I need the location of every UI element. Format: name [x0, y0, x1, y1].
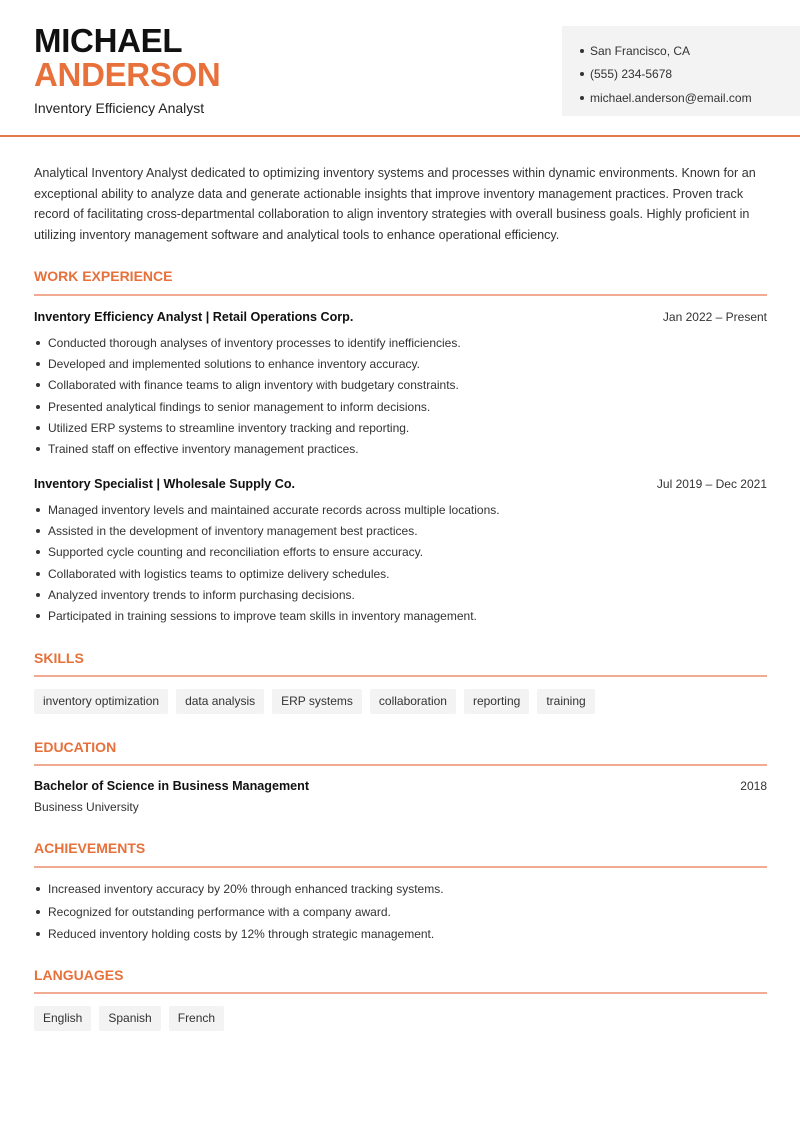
achievements-list [34, 878, 767, 946]
bullet-icon [36, 341, 40, 345]
section-title-achievements: ACHIEVEMENTS [34, 840, 146, 856]
list-item: Assisted in the development of inventory management best practices. [34, 520, 767, 541]
education-year: 2018 [740, 779, 767, 793]
contact-phone: (555) 234-5678 [580, 63, 800, 87]
bullet-icon [580, 49, 584, 53]
section-divider [34, 764, 767, 766]
list-item: Recognized for outstanding performance with a company award. [34, 901, 767, 924]
list-item: Conducted thorough analyses of inventory processes to identify inefficiencies. [34, 332, 767, 353]
section-title-languages: LANGUAGES [34, 967, 124, 983]
job-title: Inventory Efficiency Analyst [34, 100, 205, 116]
resume-header [0, 0, 800, 137]
job-heading [34, 477, 767, 491]
language-chip: English [34, 1006, 91, 1031]
first-name: MICHAEL [34, 22, 183, 59]
bullet-icon [36, 405, 40, 409]
job-date: Jan 2022 – Present [662, 310, 767, 324]
bullet-icon [36, 383, 40, 387]
education-degree: Bachelor of Science in Business Management [34, 779, 310, 793]
job-role-company: Inventory Efficiency Analyst | Retail Operations Corp. [34, 310, 354, 324]
bullet-icon [36, 932, 40, 936]
skill-chip: reporting [464, 689, 529, 714]
bullet-icon [36, 426, 40, 430]
list-item: Supported cycle counting and reconciliation efforts to ensure accuracy. [34, 542, 767, 563]
skill-chip: inventory optimization [34, 689, 168, 714]
contact-email: michael.anderson@email.com [580, 86, 800, 110]
bullet-icon [580, 96, 584, 100]
languages-list [34, 1006, 224, 1031]
bullet-icon [36, 508, 40, 512]
job-bullets [34, 499, 767, 627]
bullet-icon [36, 593, 40, 597]
bullet-icon [36, 529, 40, 533]
language-chip: French [169, 1006, 224, 1031]
list-item: Collaborated with finance teams to align inventory with budgetary constraints. [34, 375, 767, 396]
bullet-icon [36, 550, 40, 554]
contact-box [562, 26, 800, 116]
list-item: Utilized ERP systems to streamline inventory tracking and reporting. [34, 417, 767, 438]
job-date: Jul 2019 – Dec 2021 [656, 477, 767, 491]
list-item: Reduced inventory holding costs by 12% through strategic management. [34, 923, 767, 946]
education-school: Business University [34, 800, 139, 814]
section-title-education: EDUCATION [34, 739, 117, 755]
bullet-icon [36, 887, 40, 891]
skills-list [34, 689, 595, 714]
skill-chip: collaboration [370, 689, 456, 714]
language-chip: Spanish [99, 1006, 160, 1031]
bullet-icon [36, 447, 40, 451]
bullet-icon [580, 72, 584, 76]
section-title-work: WORK EXPERIENCE [34, 268, 173, 284]
bullet-icon [36, 910, 40, 914]
list-item: Analyzed inventory trends to inform purchasing decisions. [34, 584, 767, 605]
list-item: Managed inventory levels and maintained accurate records across multiple locations. [34, 499, 767, 520]
last-name: ANDERSON [34, 56, 221, 93]
job-bullets [34, 332, 767, 460]
contact-location: San Francisco, CA [580, 39, 800, 63]
skill-chip: ERP systems [272, 689, 362, 714]
skill-chip: data analysis [176, 689, 264, 714]
bullet-icon [36, 614, 40, 618]
list-item: Presented analytical findings to senior management to inform decisions. [34, 396, 767, 417]
section-divider [34, 992, 767, 994]
list-item: Collaborated with logistics teams to optimize delivery schedules. [34, 563, 767, 584]
section-divider [34, 675, 767, 677]
section-divider [34, 294, 767, 296]
education-row [34, 779, 767, 793]
job-heading [34, 310, 767, 324]
list-item: Trained staff on effective inventory management practices. [34, 438, 767, 459]
bullet-icon [36, 362, 40, 366]
job-role-company: Inventory Specialist | Wholesale Supply Co. [34, 477, 296, 491]
list-item: Increased inventory accuracy by 20% through enhanced tracking systems. [34, 878, 767, 901]
skill-chip: training [537, 689, 594, 714]
section-divider [34, 866, 767, 868]
bullet-icon [36, 572, 40, 576]
summary: Analytical Inventory Analyst dedicated to optimizing inventory systems and processes within dynamic environments. Known for an exceptional ability to analyze data and generate actionable insights that improve inventory management practices. Proven track record of facilitating cross-departmental collaboration to align inventory strategies with overall business goals. Highly proficient in utilizing inventory management software and analytical tools to enhance operational efficiency. [34, 166, 756, 242]
section-title-skills: SKILLS [34, 650, 84, 666]
list-item: Participated in training sessions to improve team skills in inventory management. [34, 605, 767, 626]
list-item: Developed and implemented solutions to enhance inventory accuracy. [34, 353, 767, 374]
